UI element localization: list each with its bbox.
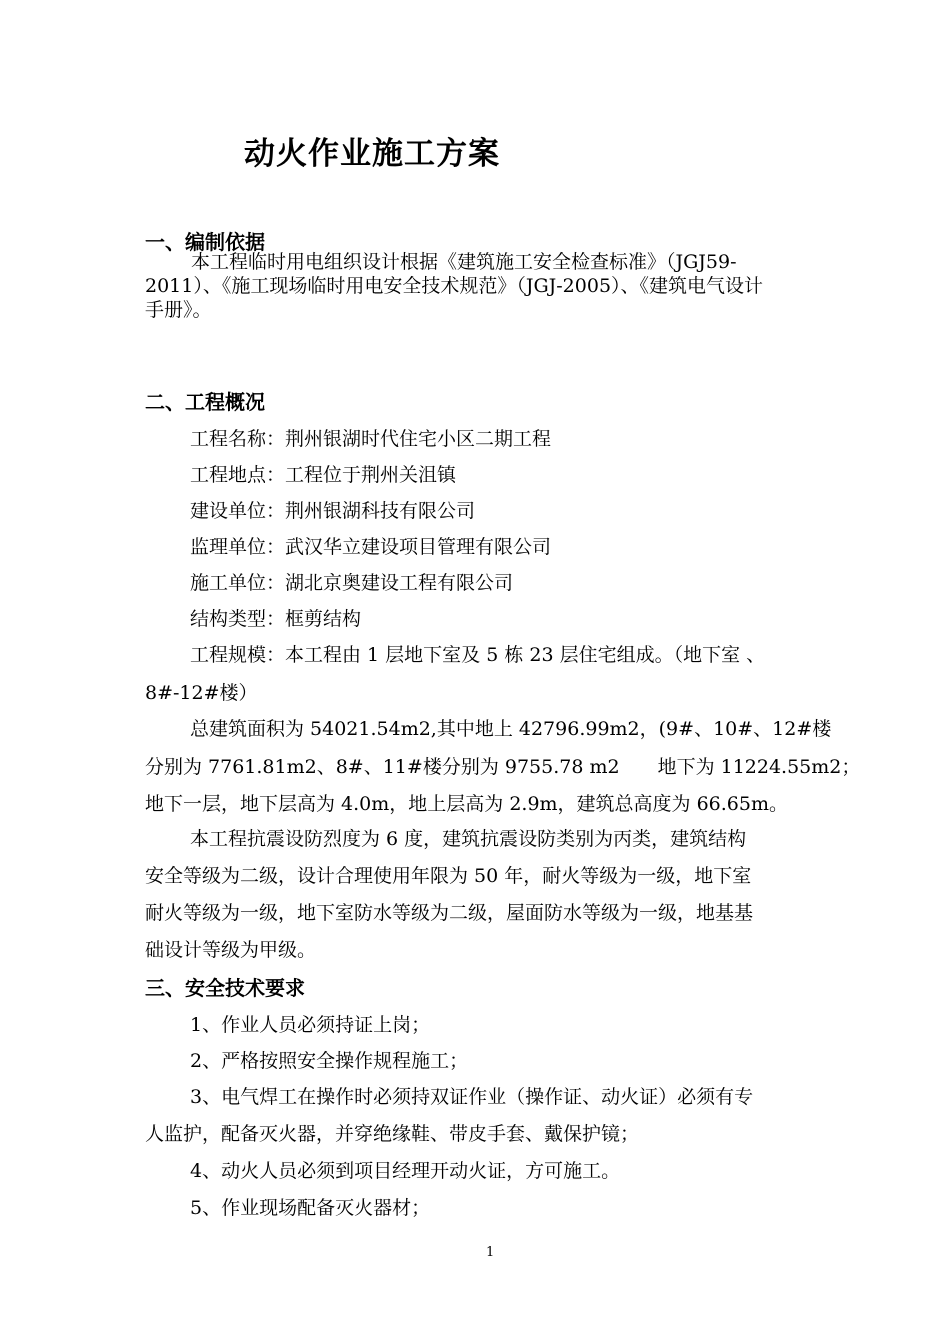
basis-line-3: 手册》。 xyxy=(145,299,212,321)
basis-line-1: 本工程临时用电组织设计根据《建筑施工安全检查标准》（JGJ59- xyxy=(191,251,737,273)
basis-paragraph xyxy=(145,250,835,322)
safety-item: 4、动火人员必须到项目经理开动火证，方可施工。 xyxy=(190,1160,621,1182)
safety-item: 5、作业现场配备灭火器材； xyxy=(190,1197,431,1219)
project-structure: 结构类型：框剪结构 xyxy=(190,608,362,630)
project-owner: 建设单位：荆州银湖科技有限公司 xyxy=(190,500,476,522)
seismic-line: 础设计等级为甲级。 xyxy=(145,939,317,961)
project-scale-line: 工程规模：本工程由 1 层地下室及 5 栋 23 层住宅组成。（地下室 、 xyxy=(190,644,766,666)
section-heading-basis: 一、编制依据 xyxy=(145,230,265,254)
page-number: 1 xyxy=(486,1245,495,1260)
project-area-line: 分别为 7761.81m2、8#、11#楼分别为 9755.78 m2 地下为 11224.55m2； xyxy=(145,756,861,778)
project-contractor: 施工单位：湖北京奥建设工程有限公司 xyxy=(190,572,514,594)
project-area-line: 地下一层，地下层高为 4.0m，地上层高为 2.9m，建筑总高度为 66.65m。 xyxy=(145,793,788,815)
safety-item-continued: 人监护，配备灭火器，并穿绝缘鞋、带皮手套、戴保护镜； xyxy=(145,1123,640,1145)
safety-item: 3、电气焊工在操作时必须持双证作业（操作证、动火证）必须有专 xyxy=(190,1086,754,1108)
section-heading-overview: 二、工程概况 xyxy=(145,390,265,414)
safety-item: 2、严格按照安全操作规程施工； xyxy=(190,1050,469,1072)
project-name: 工程名称：荆州银湖时代住宅小区二期工程 xyxy=(190,428,552,450)
document-title: 动火作业施工方案 xyxy=(244,136,500,172)
seismic-line: 本工程抗震设防烈度为 6 度，建筑抗震设防类别为丙类，建筑结构 xyxy=(190,828,747,850)
project-scale-line: 8#-12#楼） xyxy=(145,682,258,704)
basis-line-2: 2011）、《施工现场临时用电安全技术规范》（JGJ-2005）、《建筑电气设计 xyxy=(145,275,764,297)
seismic-line: 耐火等级为一级，地下室防水等级为二级，屋面防水等级为一级，地基基 xyxy=(145,902,754,924)
section-heading-safety: 三、安全技术要求 xyxy=(145,976,305,1000)
safety-item: 1、作业人员必须持证上岗； xyxy=(190,1014,431,1036)
seismic-line: 安全等级为二级，设计合理使用年限为 50 年，耐火等级为一级，地下室 xyxy=(145,865,752,887)
project-area-line: 总建筑面积为 54021.54m2,其中地上 42796.99m2，(9#、10#、12#楼 xyxy=(190,718,832,740)
project-location: 工程地点：工程位于荆州关沮镇 xyxy=(190,464,457,486)
project-supervisor: 监理单位：武汉华立建设项目管理有限公司 xyxy=(190,536,552,558)
